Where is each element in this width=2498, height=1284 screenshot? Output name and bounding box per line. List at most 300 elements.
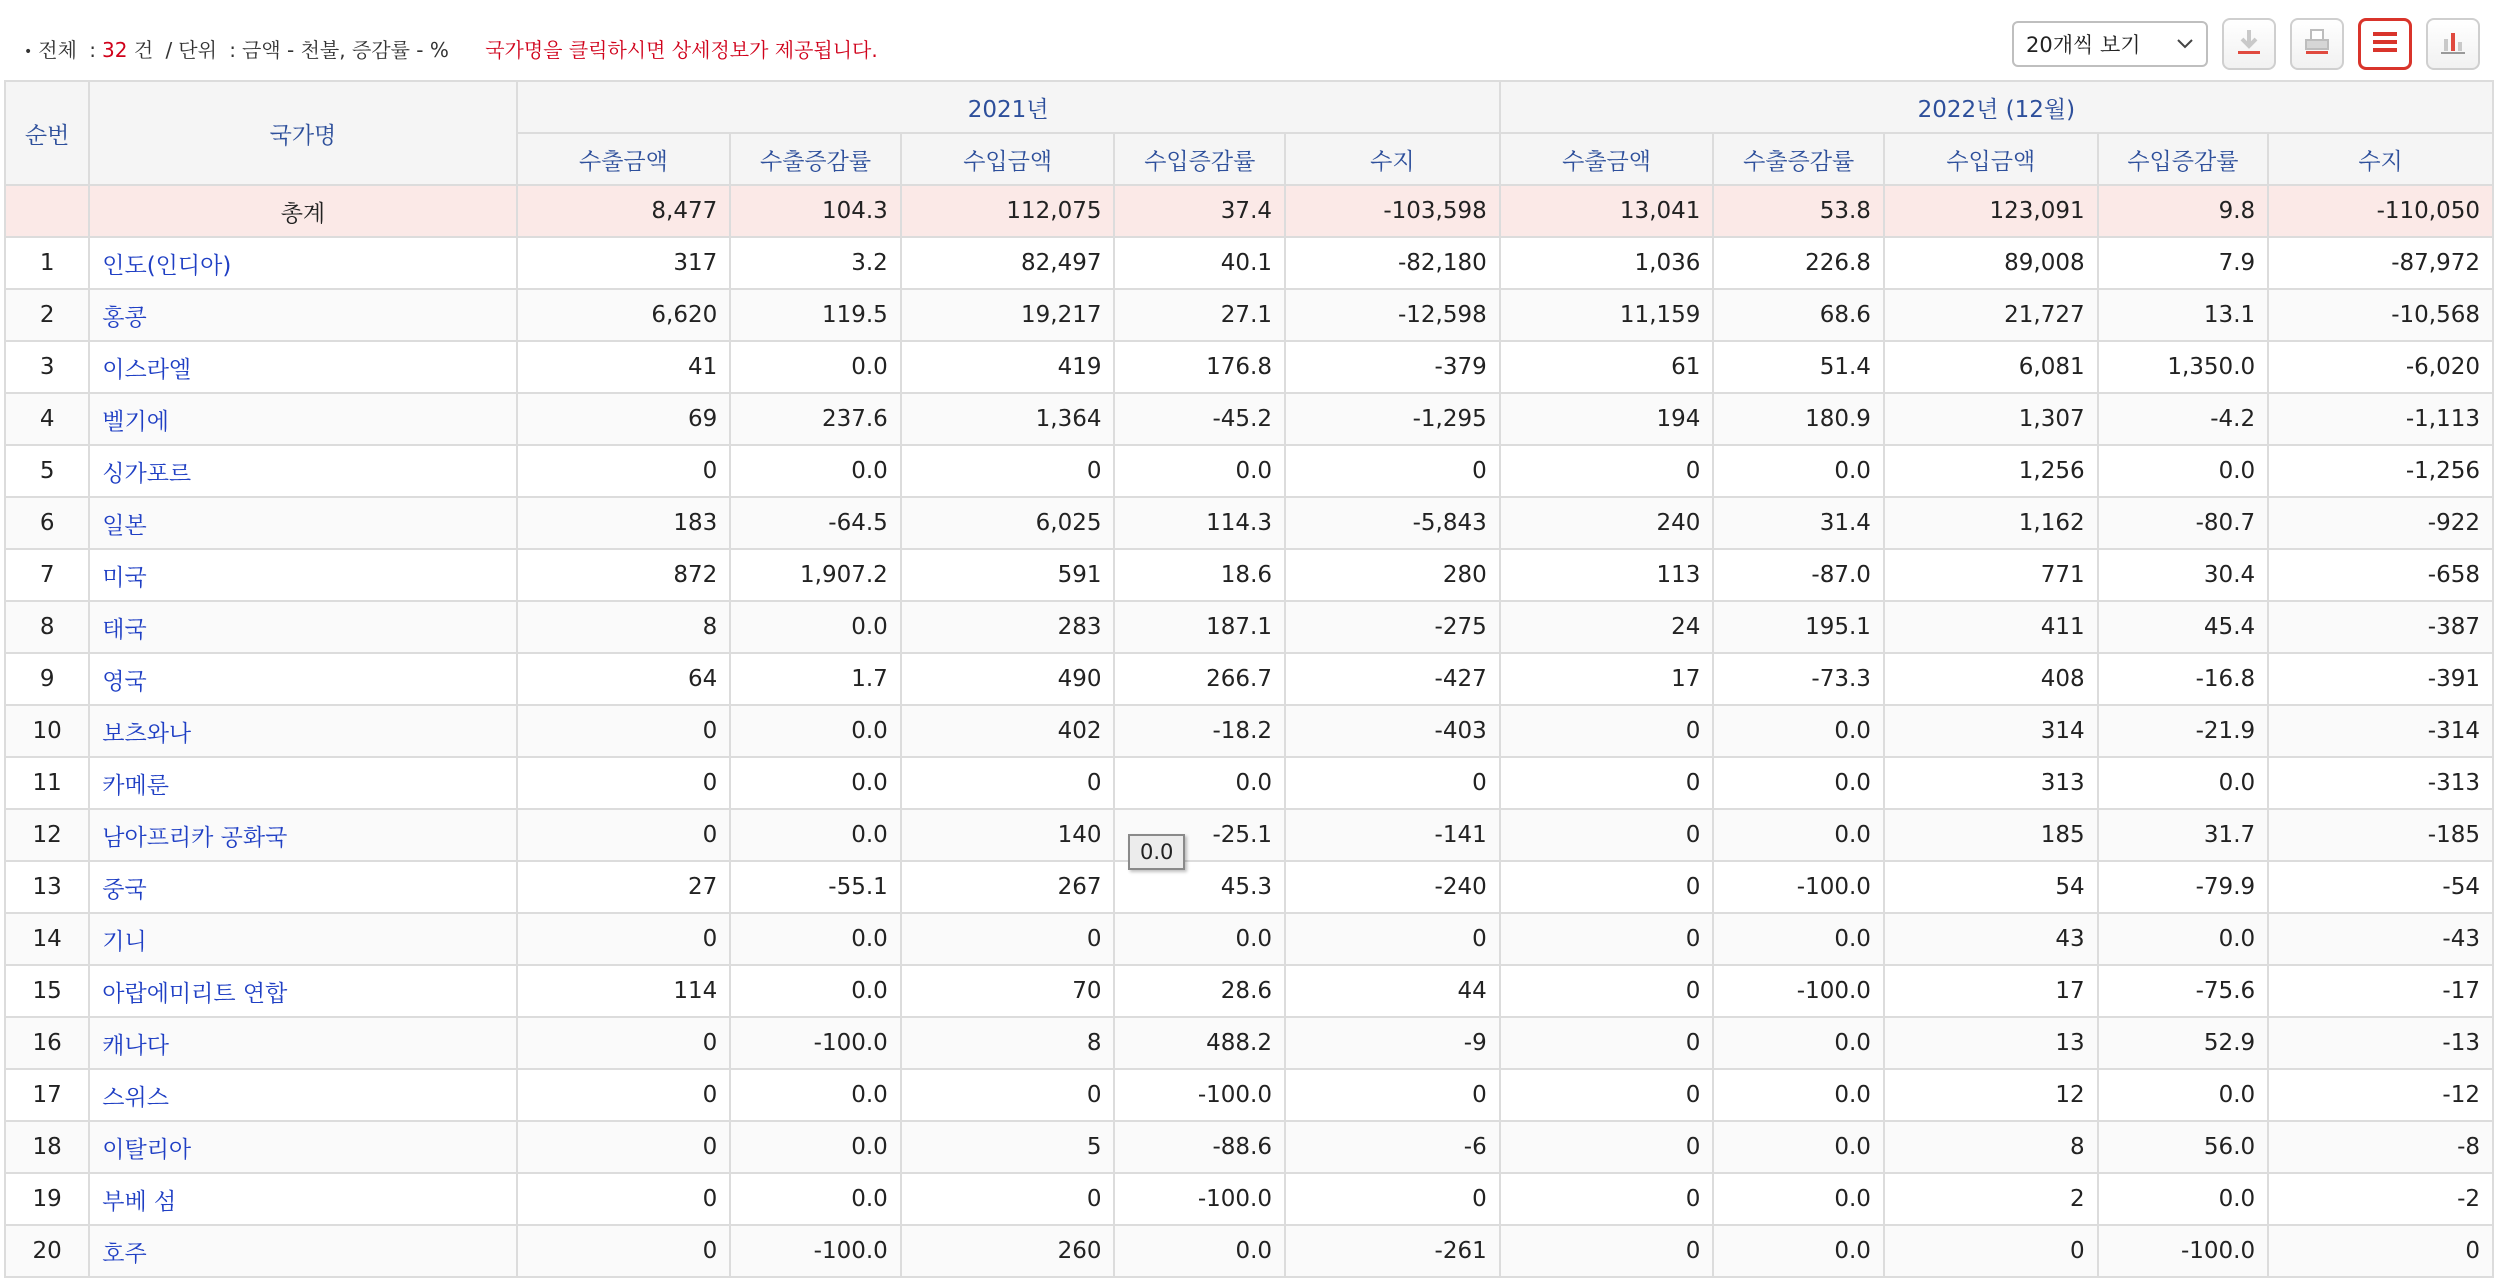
total-value-cell: 123,091 <box>1884 185 2098 237</box>
value-cell: 0.0 <box>1114 1225 1285 1277</box>
value-cell: 267 <box>901 861 1115 913</box>
value-cell: 0 <box>1500 445 1714 497</box>
value-cell: 0 <box>2268 1225 2493 1277</box>
value-cell: 61 <box>1500 341 1714 393</box>
value-cell: 12 <box>1884 1069 2098 1121</box>
rank-cell: 17 <box>5 1069 89 1121</box>
header-rank: 순번 <box>5 81 89 185</box>
rank-cell: 8 <box>5 601 89 653</box>
rank-cell: 2 <box>5 289 89 341</box>
table-row <box>5 341 2493 393</box>
value-cell: 0.0 <box>1114 757 1285 809</box>
chevron-down-icon <box>2176 34 2194 55</box>
value-cell: 0.0 <box>1114 445 1285 497</box>
value-cell: -275 <box>1285 601 1500 653</box>
value-cell: 176.8 <box>1114 341 1285 393</box>
country-link[interactable]: 스위스 <box>89 1069 516 1121</box>
country-link[interactable]: 아랍에미리트 연합 <box>89 965 516 1017</box>
count-unit: 건 <box>133 38 154 62</box>
total-value-cell: 9.8 <box>2098 185 2269 237</box>
value-cell: 44 <box>1285 965 1500 1017</box>
total-value-cell: 37.4 <box>1114 185 1285 237</box>
header-subcol: 수입증감률 <box>1114 133 1285 185</box>
value-cell: 30.4 <box>2098 549 2269 601</box>
value-cell: 0 <box>1285 757 1500 809</box>
value-cell: -100.0 <box>730 1225 901 1277</box>
country-link[interactable]: 이스라엘 <box>89 341 516 393</box>
header-subcol: 수출금액 <box>517 133 731 185</box>
value-cell: -100.0 <box>1114 1173 1285 1225</box>
value-cell: 13.1 <box>2098 289 2269 341</box>
value-cell: -16.8 <box>2098 653 2269 705</box>
value-cell: 0.0 <box>2098 1069 2269 1121</box>
slash: / <box>165 38 173 62</box>
value-cell: 402 <box>901 705 1115 757</box>
value-cell: 0.0 <box>1713 809 1884 861</box>
value-cell: 7.9 <box>2098 237 2269 289</box>
value-cell: 419 <box>901 341 1115 393</box>
value-cell: 1,350.0 <box>2098 341 2269 393</box>
value-cell: 0.0 <box>730 445 901 497</box>
header-subcol: 수출증감률 <box>1713 133 1884 185</box>
value-cell: -427 <box>1285 653 1500 705</box>
country-link[interactable]: 호주 <box>89 1225 516 1277</box>
value-cell: 1,162 <box>1884 497 2098 549</box>
value-cell: 45.3 <box>1114 861 1285 913</box>
header-subcol: 수지 <box>2268 133 2493 185</box>
value-cell: -261 <box>1285 1225 1500 1277</box>
value-cell: 114 <box>517 965 731 1017</box>
value-cell: -43 <box>2268 913 2493 965</box>
value-cell: 2 <box>1884 1173 2098 1225</box>
colon: : <box>89 38 97 62</box>
value-cell: -82,180 <box>1285 237 1500 289</box>
value-cell: 0.0 <box>1713 1069 1884 1121</box>
table-row <box>5 653 2493 705</box>
value-cell: 0 <box>901 1069 1115 1121</box>
value-cell: 313 <box>1884 757 2098 809</box>
total-label: 총계 <box>89 185 516 237</box>
value-cell: 8 <box>901 1017 1115 1069</box>
trade-table <box>4 80 2494 1278</box>
value-cell: 411 <box>1884 601 2098 653</box>
table-row <box>5 757 2493 809</box>
value-cell: 0 <box>1500 965 1714 1017</box>
table-row <box>5 1121 2493 1173</box>
value-cell: -54 <box>2268 861 2493 913</box>
download-icon <box>2234 27 2264 61</box>
value-cell: 226.8 <box>1713 237 1884 289</box>
value-cell: 1,307 <box>1884 393 2098 445</box>
value-cell: 0 <box>901 445 1115 497</box>
value-cell: 0 <box>1500 1225 1714 1277</box>
value-cell: -88.6 <box>1114 1121 1285 1173</box>
rank-cell: 9 <box>5 653 89 705</box>
country-link[interactable]: 영국 <box>89 653 516 705</box>
value-cell: -87,972 <box>2268 237 2493 289</box>
rank-cell: 3 <box>5 341 89 393</box>
value-cell: -5,843 <box>1285 497 1500 549</box>
value-cell: -141 <box>1285 809 1500 861</box>
table-row <box>5 549 2493 601</box>
total-rank-cell <box>5 185 89 237</box>
value-cell: 0 <box>517 1225 731 1277</box>
value-cell: -100.0 <box>1713 861 1884 913</box>
value-cell: 89,008 <box>1884 237 2098 289</box>
value-cell: -75.6 <box>2098 965 2269 1017</box>
value-cell: -12,598 <box>1285 289 1500 341</box>
value-cell: 64 <box>517 653 731 705</box>
country-link[interactable]: 인도(인디아) <box>89 237 516 289</box>
unit-label: 단위 <box>178 38 217 62</box>
country-link[interactable]: 부베 섬 <box>89 1173 516 1225</box>
total-value-cell: -103,598 <box>1285 185 1500 237</box>
value-cell: 237.6 <box>730 393 901 445</box>
value-cell: 0.0 <box>730 965 901 1017</box>
view-controls <box>2012 18 2480 70</box>
table-row <box>5 809 2493 861</box>
table-row <box>5 497 2493 549</box>
value-cell: 0.0 <box>730 601 901 653</box>
total-label: 전체 <box>38 38 77 62</box>
rank-cell: 16 <box>5 1017 89 1069</box>
table-row <box>5 1173 2493 1225</box>
value-cell: 70 <box>901 965 1115 1017</box>
total-value-cell: 8,477 <box>517 185 731 237</box>
value-cell: -12 <box>2268 1069 2493 1121</box>
country-link[interactable]: 미국 <box>89 549 516 601</box>
country-link[interactable]: 벨기에 <box>89 393 516 445</box>
value-cell: 56.0 <box>2098 1121 2269 1173</box>
value-cell: 17 <box>1500 653 1714 705</box>
value-cell: 27.1 <box>1114 289 1285 341</box>
rank-cell: 18 <box>5 1121 89 1173</box>
value-cell: 6,081 <box>1884 341 2098 393</box>
unit-text: 금액 - 천불, 증감률 - % <box>242 38 449 62</box>
country-link[interactable]: 일본 <box>89 497 516 549</box>
value-cell: -1,113 <box>2268 393 2493 445</box>
value-cell: 6,025 <box>901 497 1115 549</box>
value-cell: 114.3 <box>1114 497 1285 549</box>
table-row <box>5 1017 2493 1069</box>
value-cell: 0 <box>517 705 731 757</box>
rank-cell: 19 <box>5 1173 89 1225</box>
value-cell: -80.7 <box>2098 497 2269 549</box>
value-cell: 771 <box>1884 549 2098 601</box>
value-cell: 21,727 <box>1884 289 2098 341</box>
value-cell: 140 <box>901 809 1115 861</box>
value-cell: 0 <box>1500 1121 1714 1173</box>
header-subcol: 수입증감률 <box>2098 133 2269 185</box>
value-cell: 0.0 <box>1713 913 1884 965</box>
value-cell: 43 <box>1884 913 2098 965</box>
value-cell: 0 <box>901 913 1115 965</box>
value-cell: 0.0 <box>730 1173 901 1225</box>
print-button[interactable] <box>2290 18 2344 70</box>
rank-cell: 4 <box>5 393 89 445</box>
rank-cell: 13 <box>5 861 89 913</box>
value-cell: 0 <box>1500 861 1714 913</box>
value-cell: 195.1 <box>1713 601 1884 653</box>
total-value-cell: 13,041 <box>1500 185 1714 237</box>
value-cell: 0.0 <box>1713 1121 1884 1173</box>
value-cell: 1,036 <box>1500 237 1714 289</box>
value-cell: 0 <box>1500 757 1714 809</box>
value-cell: 0.0 <box>1713 757 1884 809</box>
value-cell: 45.4 <box>2098 601 2269 653</box>
value-cell: 1,256 <box>1884 445 2098 497</box>
header-subcol: 수입금액 <box>901 133 1115 185</box>
value-cell: 0 <box>517 1173 731 1225</box>
rank-cell: 20 <box>5 1225 89 1277</box>
value-cell: 8 <box>1884 1121 2098 1173</box>
rank-cell: 6 <box>5 497 89 549</box>
country-link[interactable]: 태국 <box>89 601 516 653</box>
value-cell: 24 <box>1500 601 1714 653</box>
country-link[interactable]: 중국 <box>89 861 516 913</box>
value-cell: 0.0 <box>1713 1225 1884 1277</box>
value-cell: 0.0 <box>730 1121 901 1173</box>
value-cell: 119.5 <box>730 289 901 341</box>
value-cell: 0.0 <box>730 809 901 861</box>
list-view-icon <box>2370 27 2400 61</box>
table-row <box>5 393 2493 445</box>
header-period-2021: 2021년 <box>517 81 1500 133</box>
total-value-cell: 112,075 <box>901 185 1115 237</box>
chart-view-button[interactable] <box>2426 18 2480 70</box>
value-cell: -403 <box>1285 705 1500 757</box>
value-cell: 8 <box>517 601 731 653</box>
value-cell: 31.7 <box>2098 809 2269 861</box>
value-cell: 0 <box>1500 1173 1714 1225</box>
value-cell: -79.9 <box>2098 861 2269 913</box>
value-cell: -100.0 <box>730 1017 901 1069</box>
country-link[interactable]: 카메룬 <box>89 757 516 809</box>
rank-cell: 14 <box>5 913 89 965</box>
value-cell: 54 <box>1884 861 2098 913</box>
value-cell: 31.4 <box>1713 497 1884 549</box>
total-value-cell: 104.3 <box>730 185 901 237</box>
value-cell: 0 <box>1500 1069 1714 1121</box>
value-cell: -387 <box>2268 601 2493 653</box>
value-cell: -13 <box>2268 1017 2493 1069</box>
print-icon <box>2302 27 2332 61</box>
value-cell: 0.0 <box>730 1069 901 1121</box>
summary-line <box>24 34 878 63</box>
value-cell: -9 <box>1285 1017 1500 1069</box>
total-row <box>5 185 2493 237</box>
value-cell: 1,907.2 <box>730 549 901 601</box>
value-cell: -1,256 <box>2268 445 2493 497</box>
value-cell: -185 <box>2268 809 2493 861</box>
value-cell: 0.0 <box>2098 757 2269 809</box>
value-cell: 0 <box>517 1017 731 1069</box>
total-count: 32 <box>102 38 128 62</box>
value-cell: 185 <box>1884 809 2098 861</box>
value-cell: -87.0 <box>1713 549 1884 601</box>
value-cell: 0.0 <box>1713 1173 1884 1225</box>
value-cell: 51.4 <box>1713 341 1884 393</box>
rank-cell: 10 <box>5 705 89 757</box>
value-cell: -73.3 <box>1713 653 1884 705</box>
value-cell: 0.0 <box>1713 705 1884 757</box>
value-cell: 591 <box>901 549 1115 601</box>
colon: : <box>229 38 237 62</box>
value-cell: 872 <box>517 549 731 601</box>
value-cell: 0.0 <box>730 913 901 965</box>
value-cell: -100.0 <box>1713 965 1884 1017</box>
value-cell: 1,364 <box>901 393 1115 445</box>
value-cell: 17 <box>1884 965 2098 1017</box>
value-cell: 40.1 <box>1114 237 1285 289</box>
country-link[interactable]: 보츠와나 <box>89 705 516 757</box>
value-cell: 41 <box>517 341 731 393</box>
value-cell: -658 <box>2268 549 2493 601</box>
value-cell: 1.7 <box>730 653 901 705</box>
value-cell: -21.9 <box>2098 705 2269 757</box>
page-size-value: 20개씩 보기 <box>2026 33 2141 57</box>
value-cell: -100.0 <box>1114 1069 1285 1121</box>
value-cell: 0 <box>1500 913 1714 965</box>
table-row <box>5 601 2493 653</box>
value-cell: 0.0 <box>2098 913 2269 965</box>
country-link[interactable]: 기니 <box>89 913 516 965</box>
value-cell: 0.0 <box>2098 1173 2269 1225</box>
value-cell: 0 <box>1285 1173 1500 1225</box>
country-link[interactable]: 캐나다 <box>89 1017 516 1069</box>
rank-cell: 7 <box>5 549 89 601</box>
country-link[interactable]: 홍콩 <box>89 289 516 341</box>
table-row <box>5 445 2493 497</box>
value-cell: -8 <box>2268 1121 2493 1173</box>
value-cell: 314 <box>1884 705 2098 757</box>
value-cell: -10,568 <box>2268 289 2493 341</box>
value-cell: 490 <box>901 653 1115 705</box>
value-cell: 0 <box>517 913 731 965</box>
value-cell: 0.0 <box>730 757 901 809</box>
value-cell: -100.0 <box>2098 1225 2269 1277</box>
header-subcol: 수출금액 <box>1500 133 1714 185</box>
chart-view-icon <box>2438 27 2468 61</box>
table-row <box>5 913 2493 965</box>
value-cell: 0 <box>901 1173 1115 1225</box>
value-cell: 0 <box>517 445 731 497</box>
value-cell: 52.9 <box>2098 1017 2269 1069</box>
value-cell: 82,497 <box>901 237 1115 289</box>
value-cell: 0 <box>517 1121 731 1173</box>
header-period-2022: 2022년 (12월) <box>1500 81 2493 133</box>
header-subcol: 수입금액 <box>1884 133 2098 185</box>
notice-text: 국가명을 클릭하시면 상세정보가 제공됩니다. <box>485 38 878 62</box>
country-link[interactable]: 이탈리아 <box>89 1121 516 1173</box>
value-cell: 0 <box>1500 1017 1714 1069</box>
value-cell: 0 <box>517 809 731 861</box>
rank-cell: 1 <box>5 237 89 289</box>
value-cell: 11,159 <box>1500 289 1714 341</box>
value-cell: 180.9 <box>1713 393 1884 445</box>
value-cell: 13 <box>1884 1017 2098 1069</box>
table-row <box>5 289 2493 341</box>
header-country: 국가명 <box>89 81 516 185</box>
value-cell: 240 <box>1500 497 1714 549</box>
value-cell: -6,020 <box>2268 341 2493 393</box>
value-cell: -6 <box>1285 1121 1500 1173</box>
rank-cell: 12 <box>5 809 89 861</box>
list-view-button[interactable] <box>2358 18 2412 70</box>
rank-cell: 11 <box>5 757 89 809</box>
table-row <box>5 237 2493 289</box>
value-cell: -1,295 <box>1285 393 1500 445</box>
value-cell: -379 <box>1285 341 1500 393</box>
value-cell: 283 <box>901 601 1115 653</box>
value-cell: 280 <box>1285 549 1500 601</box>
value-cell: 488.2 <box>1114 1017 1285 1069</box>
value-cell: 3.2 <box>730 237 901 289</box>
value-cell: 266.7 <box>1114 653 1285 705</box>
value-cell: -314 <box>2268 705 2493 757</box>
value-cell: 68.6 <box>1713 289 1884 341</box>
value-cell: 0 <box>1285 1069 1500 1121</box>
value-cell: 317 <box>517 237 731 289</box>
table-row <box>5 1225 2493 1277</box>
value-cell: 0.0 <box>1114 913 1285 965</box>
country-link[interactable]: 남아프리카 공화국 <box>89 809 516 861</box>
country-link[interactable]: 싱가포르 <box>89 445 516 497</box>
table-row <box>5 965 2493 1017</box>
header-subcol: 수출증감률 <box>730 133 901 185</box>
toolbar <box>0 0 2498 80</box>
total-value-cell: -110,050 <box>2268 185 2493 237</box>
value-cell: 28.6 <box>1114 965 1285 1017</box>
value-cell: -25.1 <box>1114 809 1285 861</box>
value-cell: 0 <box>1285 913 1500 965</box>
value-cell: -55.1 <box>730 861 901 913</box>
value-cell: 194 <box>1500 393 1714 445</box>
rank-cell: 5 <box>5 445 89 497</box>
value-cell: 0.0 <box>730 341 901 393</box>
download-button[interactable] <box>2222 18 2276 70</box>
value-cell: 18.6 <box>1114 549 1285 601</box>
value-cell: 0 <box>901 757 1115 809</box>
value-cell: 183 <box>517 497 731 549</box>
page-size-select[interactable] <box>2012 21 2208 67</box>
value-cell: 0.0 <box>730 705 901 757</box>
value-cell: -2 <box>2268 1173 2493 1225</box>
value-cell: 113 <box>1500 549 1714 601</box>
value-cell: -240 <box>1285 861 1500 913</box>
value-cell: -18.2 <box>1114 705 1285 757</box>
value-cell: 0 <box>517 1069 731 1121</box>
header-subcol: 수지 <box>1285 133 1500 185</box>
value-cell: 0 <box>517 757 731 809</box>
value-cell: 0.0 <box>1713 445 1884 497</box>
value-cell: -64.5 <box>730 497 901 549</box>
value-cell: -45.2 <box>1114 393 1285 445</box>
value-cell: -313 <box>2268 757 2493 809</box>
bullet: • <box>24 43 33 60</box>
value-cell: -17 <box>2268 965 2493 1017</box>
value-cell: 408 <box>1884 653 2098 705</box>
value-cell: 0 <box>1285 445 1500 497</box>
value-cell: 0 <box>1884 1225 2098 1277</box>
value-cell: -4.2 <box>2098 393 2269 445</box>
value-cell: 0 <box>1500 705 1714 757</box>
value-cell: 19,217 <box>901 289 1115 341</box>
value-cell: 260 <box>901 1225 1115 1277</box>
value-cell: 187.1 <box>1114 601 1285 653</box>
value-cell: 69 <box>517 393 731 445</box>
value-cell: 27 <box>517 861 731 913</box>
